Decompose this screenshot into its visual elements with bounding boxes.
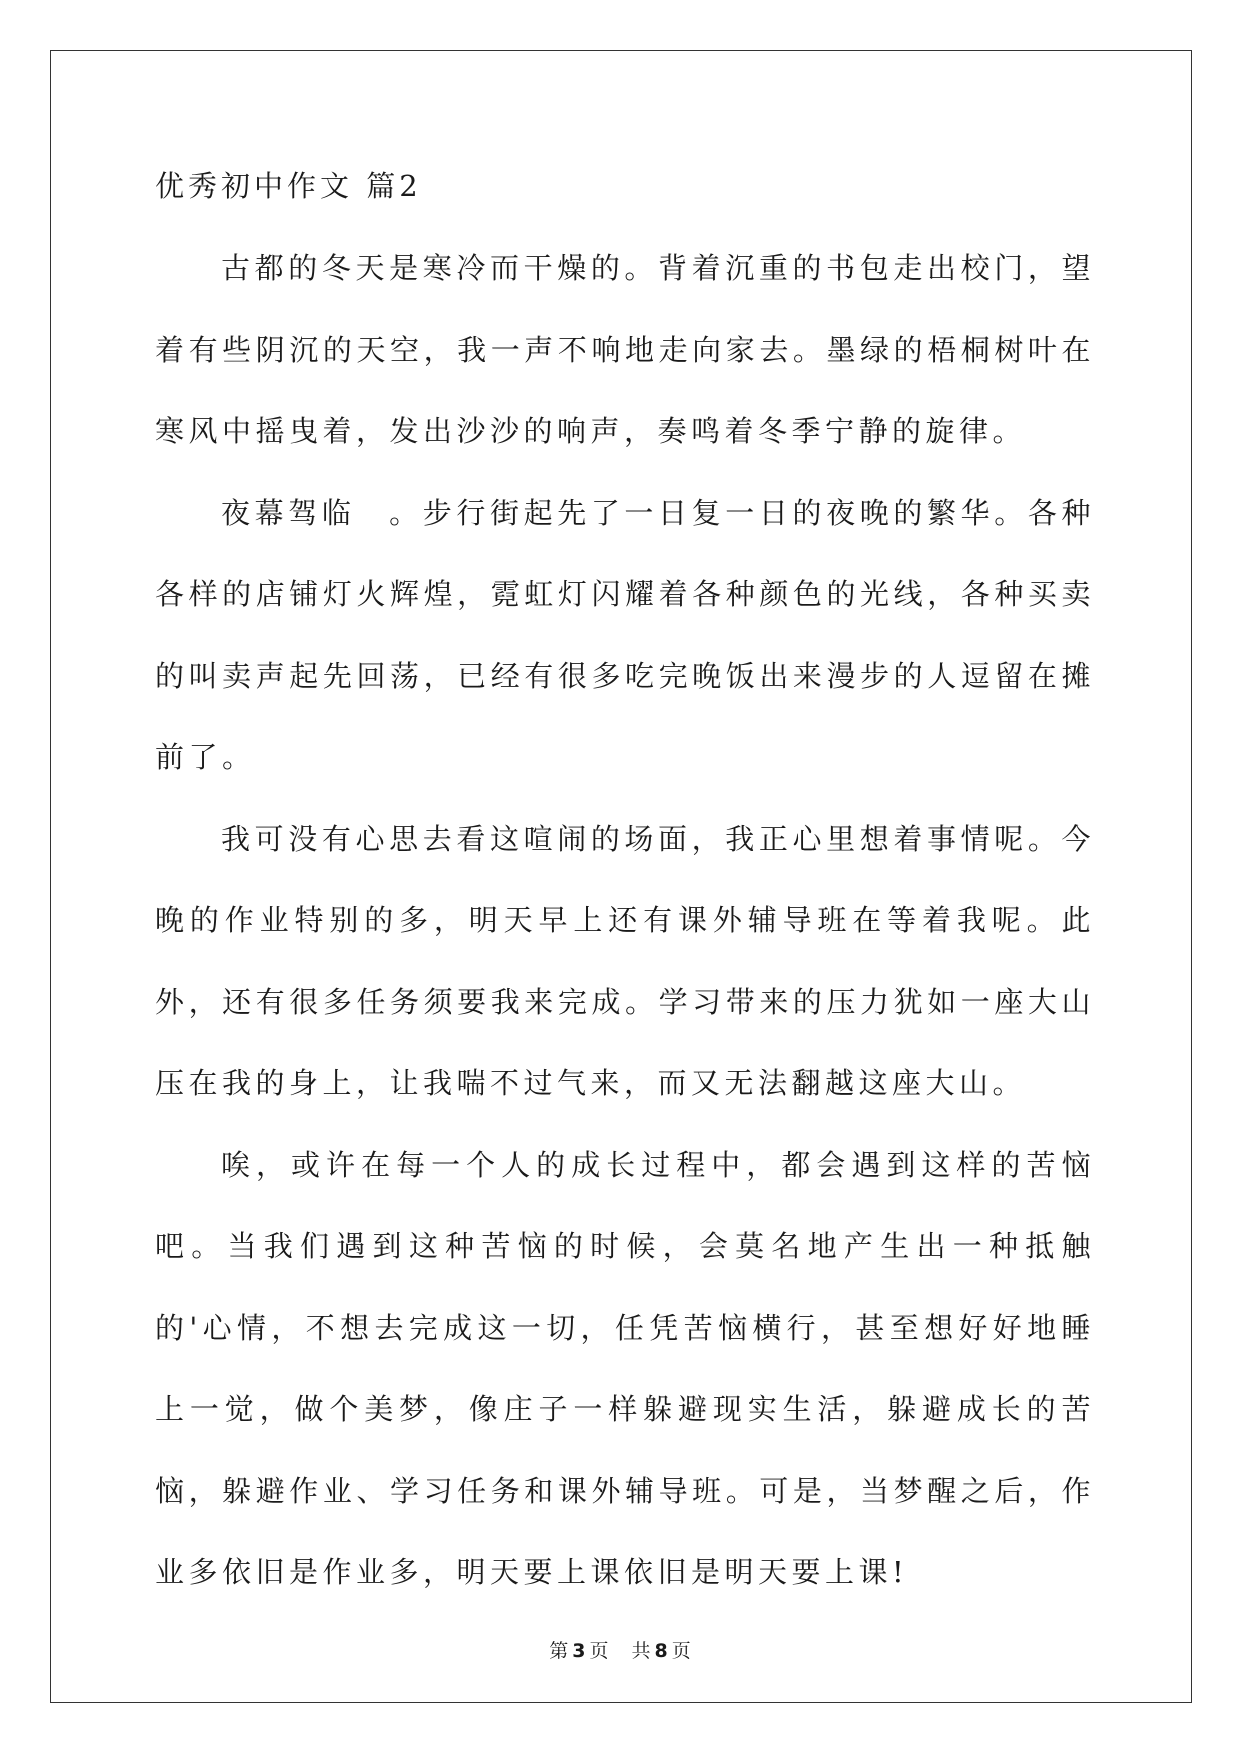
paragraph: 古都的冬天是寒冷而干燥的。背着沉重的书包走出校门，望着有些阴沉的天空，我一声不响地走向家去。墨绿的梧桐树叶在寒风中摇曳着，发出沙沙的响声，奏鸣着冬季宁静的旋律。	[155, 251, 1095, 448]
document-body	[155, 168, 1095, 1614]
total-page-number: 8	[654, 1640, 669, 1662]
page-footer	[0, 1636, 1241, 1663]
paragraph: 夜幕驾临 。步行街起先了一日复一日的夜晚的繁华。各种各样的店铺灯火辉煌，霓虹灯闪耀着各种颜色的光线，各种买卖的叫卖声起先回荡，已经有很多吃完晚饭出来漫步的人逗留在摊前了。	[155, 495, 1095, 774]
current-page-number: 3	[572, 1640, 587, 1662]
total-prefix: 共	[631, 1640, 652, 1662]
page-suffix: 页	[589, 1640, 610, 1662]
total-suffix: 页	[671, 1640, 692, 1662]
paragraph: 我可没有心思去看这喧闹的场面，我正心里想着事情呢。今晚的作业特别的多，明天早上还有课外辅导班在等着我呢。此外，还有很多任务须要我来完成。学习带来的压力犹如一座大山压在我的身上，让我喘不过气来，而又无法翻越这座大山。	[155, 821, 1095, 1100]
paragraph: 唉，或许在每一个人的成长过程中，都会遇到这样的苦恼吧。当我们遇到这种苦恼的时候，会莫名地产生出一种抵触的'心情，不想去完成这一切，任凭苦恼横行，甚至想好好地睡上一觉，做个美梦，像庄子一样躲避现实生活，躲避成长的苦恼，躲避作业、学习任务和课外辅导班。可是，当梦醒之后，作业多依旧是作业多，明天要上课依旧是明天要上课!	[155, 1147, 1095, 1589]
page-prefix: 第	[549, 1640, 570, 1662]
essay-title: 优秀初中作文 篇2	[155, 169, 422, 203]
